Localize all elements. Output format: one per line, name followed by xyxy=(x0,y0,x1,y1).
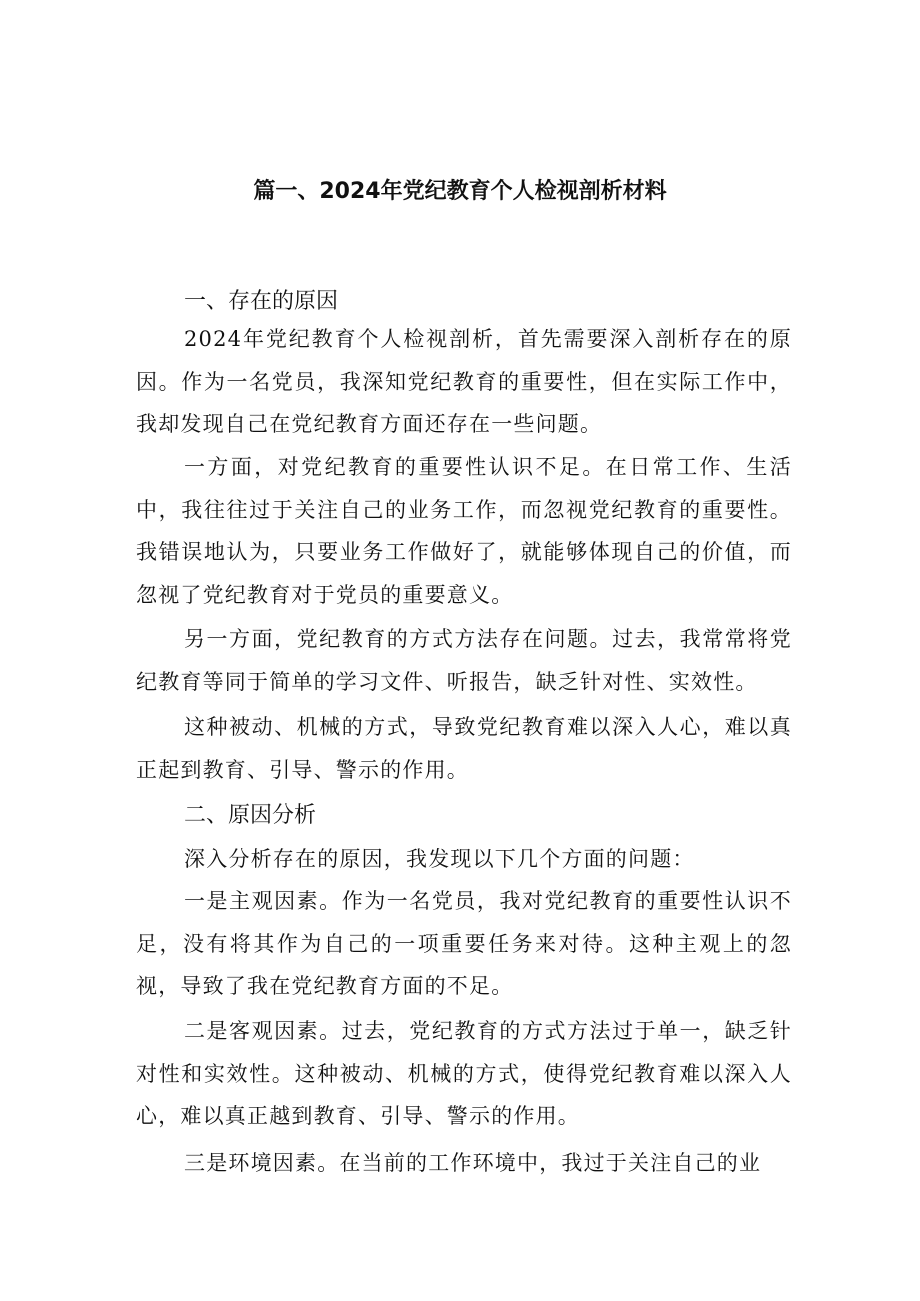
paragraph: 一是主观因素。作为一名党员，我对党纪教育的重要性认识不足，没有将其作为自己的一项重要任务来对待。这种主观上的忽视，导致了我在党纪教育方面的不足。 xyxy=(136,889,792,998)
paragraph: 深入分析存在的原因，我发现以下几个方面的问题： xyxy=(184,847,695,871)
section-heading-1: 一、存在的原因 xyxy=(184,289,339,314)
paragraph: 这种被动、机械的方式，导致党纪教育难以深入人心，难以真正起到教育、引导、警示的作用。 xyxy=(136,715,792,782)
document-title: 篇一、2024年党纪教育个人检视剖析材料 xyxy=(253,179,667,204)
paragraph: 一方面，对党纪教育的重要性认识不足。在日常工作、生活中，我往往过于关注自己的业务工作，而忽视党纪教育的重要性。我错误地认为，只要业务工作做好了，就能够体现自己的价值，而忽视了党纪教育对于党员的重要意义。 xyxy=(136,455,792,607)
paragraph: 二是客观因素。过去，党纪教育的方式方法过于单一，缺乏针对性和实效性。这种被动、机械的方式，使得党纪教育难以深入人心，难以真正越到教育、引导、警示的作用。 xyxy=(136,1019,792,1128)
paragraph: 三是环境因素。在当前的工作环境中，我过于关注自己的业 xyxy=(184,1151,762,1175)
paragraph: 2024年党纪教育个人检视剖析，首先需要深入剖析存在的原因。作为一名党员，我深知党纪教育的重要性，但在实际工作中，我却发现自己在党纪教育方面还存在一些问题。 xyxy=(136,327,792,436)
section-heading-2: 二、原因分析 xyxy=(184,803,317,828)
paragraph: 另一方面，党纪教育的方式方法存在问题。过去，我常常将党纪教育等同于简单的学习文件、听报告，缺乏针对性、实效性。 xyxy=(136,627,792,694)
